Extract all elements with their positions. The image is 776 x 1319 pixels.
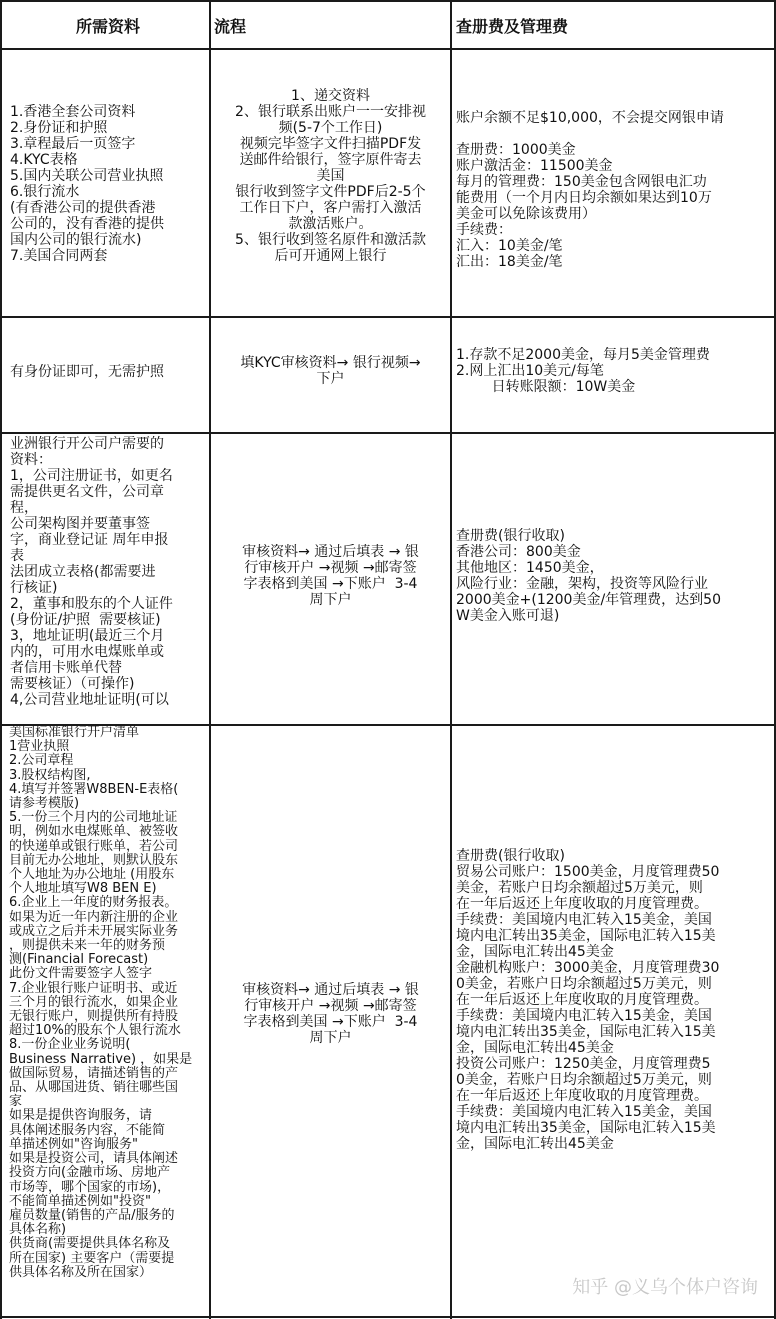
row4-fees: 查册费(银行收取) 贸易公司账户：1500美金，月度管理费50 美金，若账户日均余额超过5万美元，则 在一年后返还上年度收取的月度管理费。 手续费：美国境内电汇转入15美金，美国 境内电汇转出35美金，国际电汇转入15美 金，国际电汇转出45美金 金融机构账户：3000美金，月度管理费30 0美金，若账户日均余额超过5万美元，则 在一年后返还上年度收取的月度管理费。 手续费：美国境内电汇转入15美金，美国 境内电汇转出35美金，国际电汇转入15美 金，国际电汇转出45美金 投资公司账户：1250美金，月度管理费5 0美金，若账户日均余额超过5万美元，则 在一年后返还上年度收取的月度管理费。 手续费：美国境内电汇转入15美金，美国 境内电汇转出35美金，国际电汇转入15美 金，国际电汇转出45美金 <box>456 848 720 1152</box>
row3-fees: 查册费(银行收取) 香港公司：800美金 其他地区：1450美金， 风险行业：金融，架构，投资等风险行业 2000美金+(1200美金/年管理费，达到50 W美金入账可退) <box>456 528 721 624</box>
table-border-top <box>0 0 776 2</box>
header-materials: 所需资料 <box>76 17 141 36</box>
table-border-left <box>0 0 2 1319</box>
header-process: 流程 <box>214 17 247 36</box>
watermark: 知乎 @义乌个体户咨询 <box>572 1277 758 1298</box>
row-divider <box>0 432 776 434</box>
row3-materials: 业洲银行开公司户需要的 资料： 1，公司注册证书，如更名 需提供更名文件，公司章 程， 公司架构图并要董事签 字，商业登记证 周年申报 表 法团成立表格(都需要进 行核证) 2，董事和股东的个人证件 (身份证/护照 需要核证) 3，地址证明(最近三个月 内的，可用水电煤账单或 者信用卡账单代替 需要核证）（可操作) 4,公司营业地址证明(可以 <box>10 436 173 708</box>
row-divider <box>0 316 776 318</box>
table-border-bottom <box>0 1316 776 1318</box>
row1-process: 1、递交资料 2、银行联系出账户一一安排视 频(5-7个工作日) 视频完毕签字文件扫描PDF发 送邮件给银行，签字原件寄去 美国 银行收到签字文件PDF后2-5个 工作日下户，客户需打入激活 款激活账户。 5、银行收到签名原件和激活款 后可开通网上银行 <box>235 88 426 264</box>
row2-materials: 有身份证即可，无需护照 <box>10 364 164 380</box>
row1-materials: 1.香港全套公司资料 2.身份证和护照 3.章程最后一页签字 4.KYC表格 5.国内关联公司营业执照 6.银行流水 (有香港公司的提供香港 公司的，没有香港的提供 国内公司的银行流水) 7.美国合同两套 <box>10 104 164 264</box>
row3-process: 审核资料→ 通过后填表 → 银 行审核开户 →视频 →邮寄签 字表格到美国 →下账户 3-4 周下户 <box>242 544 419 608</box>
column-divider <box>209 0 211 1319</box>
row4-process: 审核资料→ 通过后填表 → 银 行审核开户 →视频 →邮寄签 字表格到美国 →下账户 3-4 周下户 <box>242 982 419 1046</box>
row2-fees: 1.存款不足2000美金，每月5美金管理费 2.网上汇出10美元/每笔 日转账限额：10W美金 <box>456 347 710 395</box>
row4-materials: 美国标准银行开户清单 1营业执照 2.公司章程 3.股权结构图, 4.填写并签署W8BEN-E表格( 请参考模版) 5.一份三个月内的公司地址证 明，例如水电煤账单、被签收 的快递单或银行账单，若公司 目前无办公地址，则默认股东 个人地址为办公地址 (用股东 个人地址填写W8 BEN E) 6.企业上一年度的财务报表。 如果为近一年内新注册的企业 或成立之后并未开展实际业务 ，则提供未来一年的财务预 测(Financial Forecast) 此份文件需要签字人签字 7.企业银行账户证明书、或近 三个月的银行流水，如果企业 无银行账户，则提供所有持股 超过10%的股东个人银行流水 8.一份企业业务说明( Business Narrative) ，如果是 做国际贸易，请描述销售的产 品、从哪国进货、销往哪些国 家 如果是提供咨询服务，请 具体阐述服务内容，不能简 单描述例如"咨询服务" 如果是投资公司，请具体阐述 投资方向(金融市场、房地产 市场等，哪个国家的市场)， 不能简单描述例如"投资" 雇员数量(销售的产品/服务的 具体名称) 供货商(需要提供具体名称及 所在国家) 主要客户（需要提 供具体名称及所在国家） <box>9 726 193 1280</box>
column-divider <box>450 0 452 1319</box>
row1-fees: 账户余额不足$10,000，不会提交网银申请 查册费：1000美金 账户激活金：11500美金 每月的管理费：150美金包含网银电汇功 能费用（一个月内日均余额如果达到10万 美金可以免除该费用） 手续费： 汇入：10美金/笔 汇出：18美金/笔 <box>456 110 724 270</box>
row2-process: 填KYC审核资料→ 银行视频→ 下户 <box>240 355 421 387</box>
row-divider <box>0 48 776 50</box>
header-fees: 查册费及管理费 <box>456 17 569 36</box>
